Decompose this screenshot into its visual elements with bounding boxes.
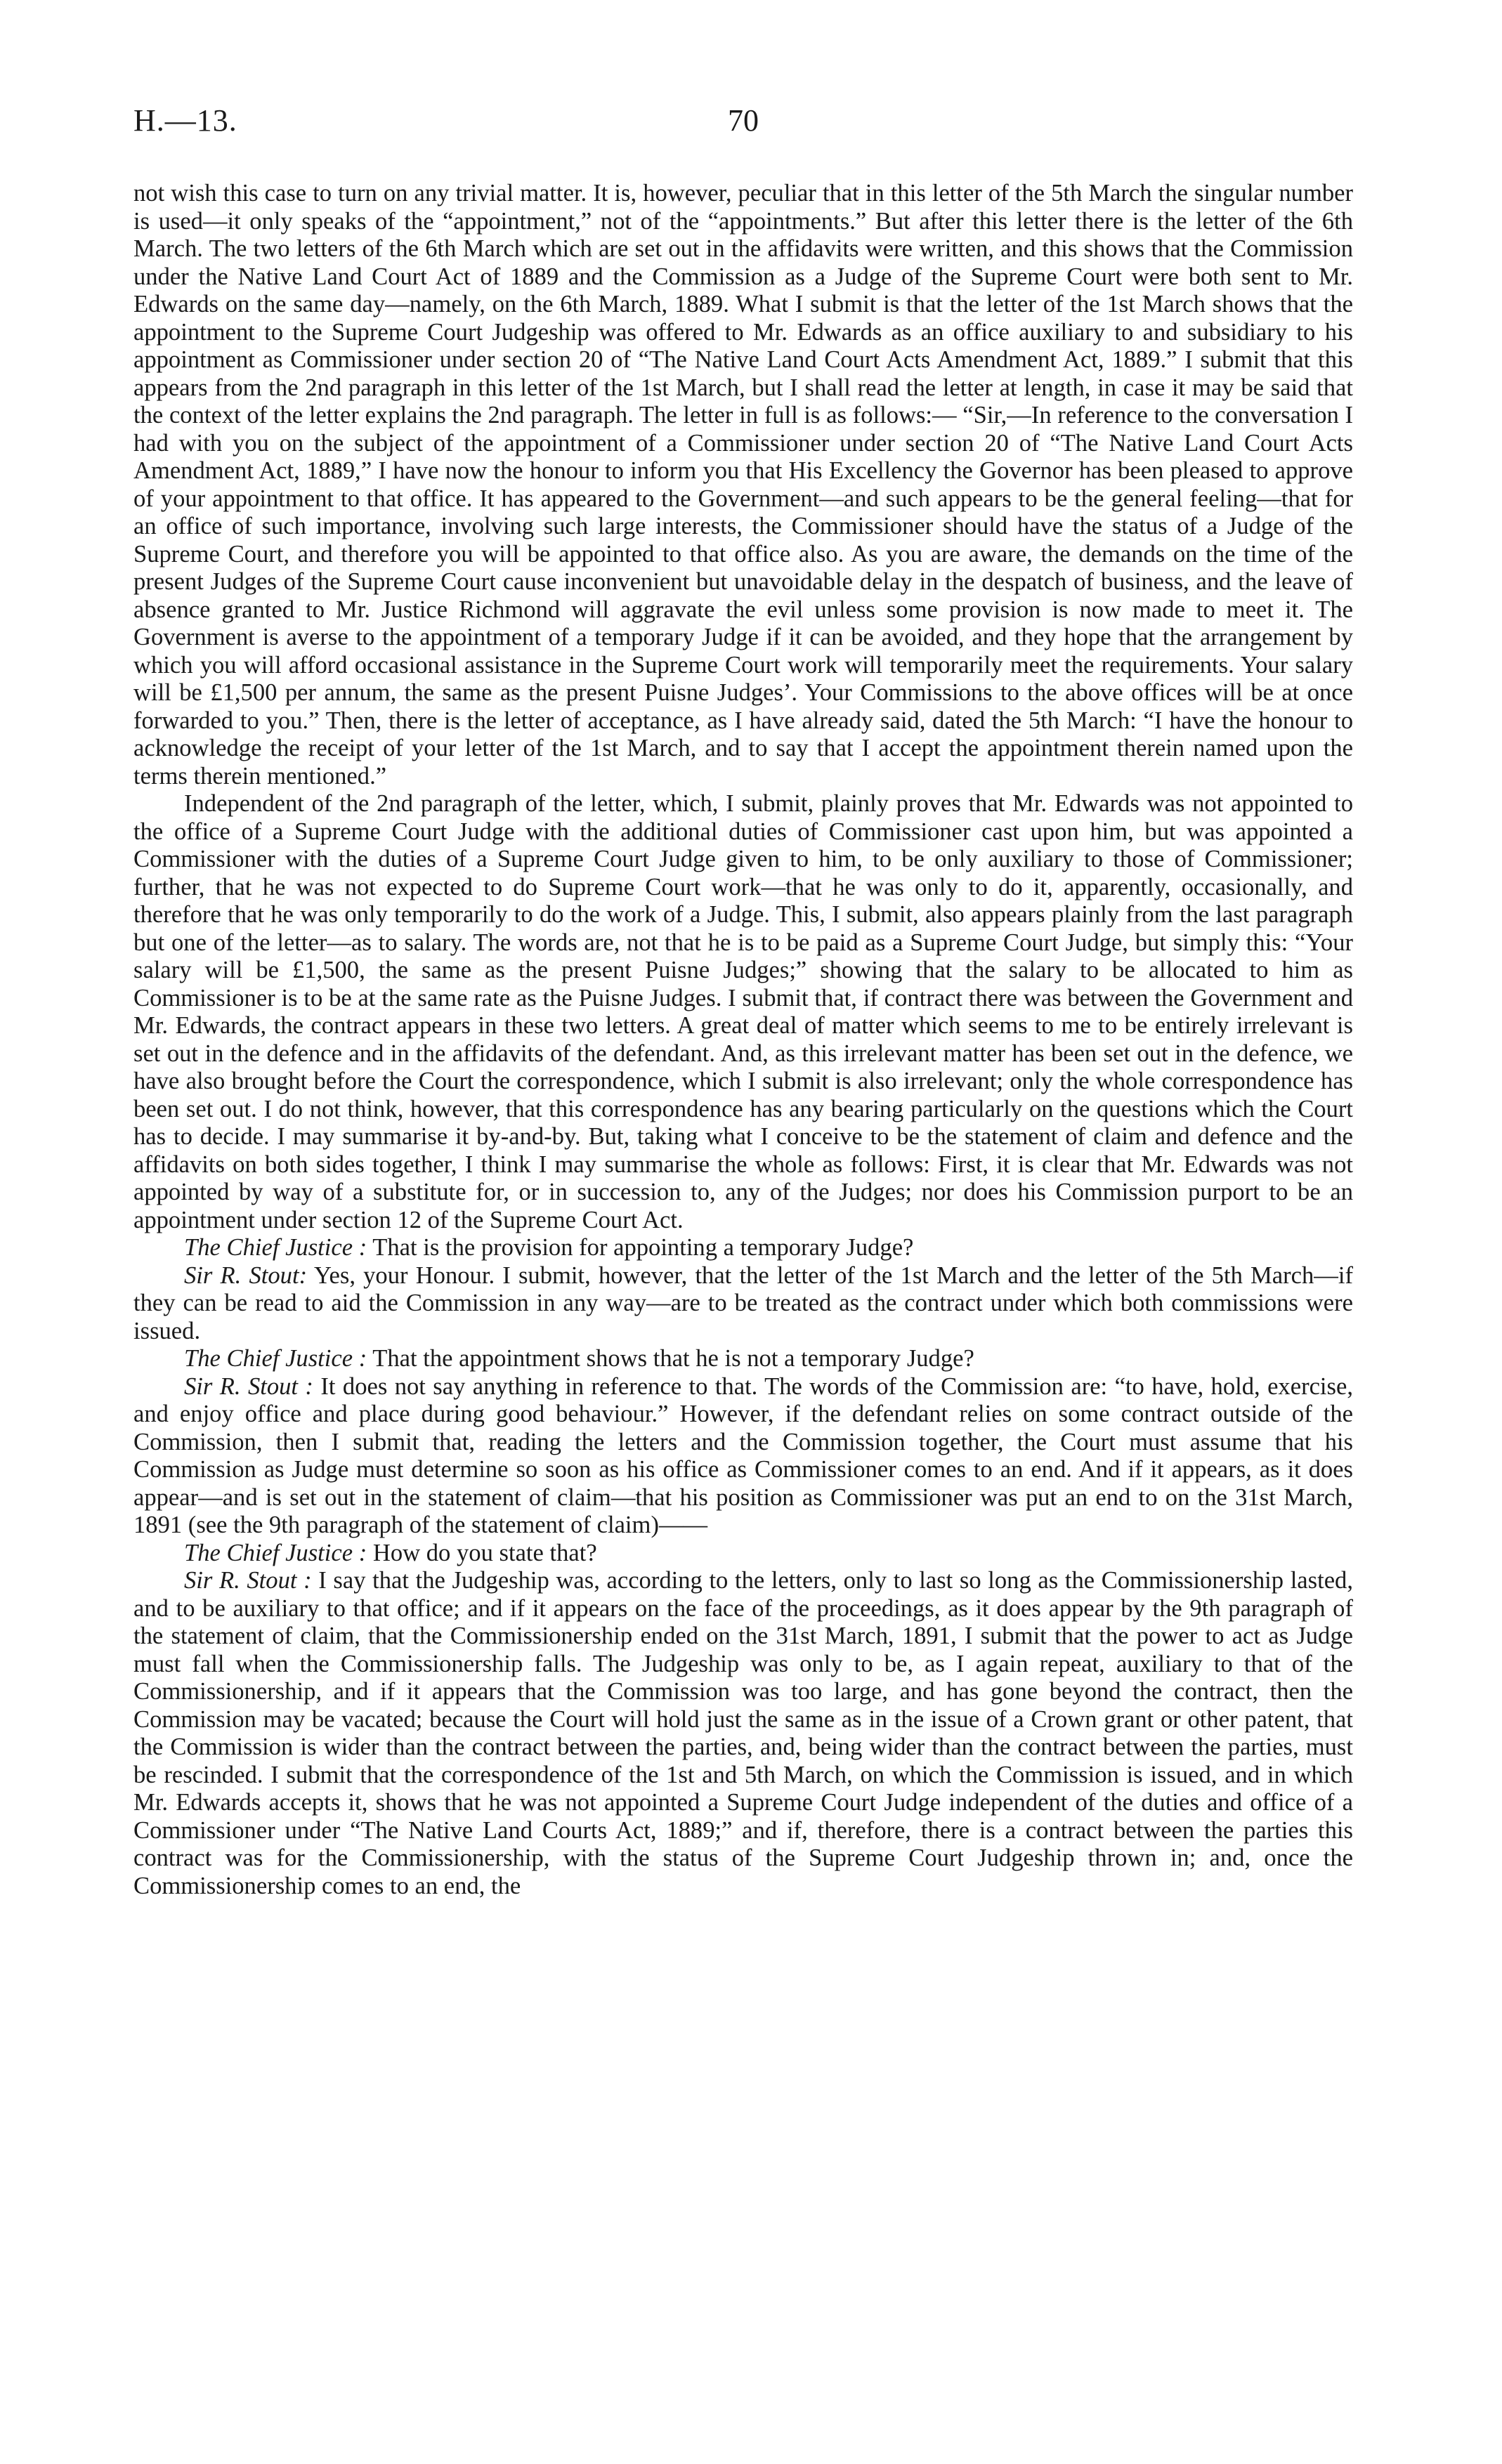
paragraph-text: That is the provision for appointing a temporary Judge? bbox=[372, 1234, 914, 1261]
paragraph-text: That the appointment shows that he is not a temporary Judge? bbox=[372, 1345, 974, 1372]
document-reference: H.—13. bbox=[133, 103, 237, 138]
dialogue-paragraph bbox=[133, 1345, 1353, 1373]
paragraph bbox=[133, 790, 1353, 1234]
dialogue-paragraph bbox=[133, 1540, 1353, 1568]
speaker-name: Sir R. Stout : bbox=[184, 1567, 312, 1594]
paragraph-text: How do you state that? bbox=[372, 1539, 597, 1566]
body-text bbox=[133, 180, 1353, 1900]
speaker-name: Sir R. Stout: bbox=[184, 1262, 308, 1289]
page-number: 70 bbox=[728, 103, 759, 138]
speaker-name: The Chief Justice : bbox=[184, 1345, 367, 1372]
paragraph bbox=[133, 180, 1353, 790]
paragraph-text: Independent of the 2nd paragraph of the letter, which, I submit, plainly proves that Mr. Edwards was not appointed to the office of a Supreme Court Judge with the additional duties of Commissioner cast upon him, but was appointed a Commissioner with the duties of a Supreme Court Judge given to him, to be only auxiliary to those of Commissioner; further, that he was not expected to do Supreme Court work—that he was only to do it, apparently, occasionally, and therefore that he was only temporarily to do the work of a Judge. This, I submit, also appears plainly from the last paragraph but one of the letter—as to salary. The words are, not that he is to be paid as a Supreme Court Judge, but simply this: “Your salary will be £1,500, the same as the present Puisne Judges;” showing that the salary to be allocated to him as Commissioner is to be at the same rate as the Puisne Judges. I submit that, if contract there was between the Government and Mr. Edwards, the contract appears in these two letters. A great deal of matter which seems to me to be entirely irrelevant is set out in the defence and in the affidavits of the defendant. And, as this irrelevant matter has been set out in the defence, we have also brought before the Court the correspondence, which I submit is also irrelevant; only the whole correspondence has been set out. I do not think, however, that this correspondence has any bearing particularly on the questions which the Court has to decide. I may summarise it by-and-by. But, taking what I conceive to be the statement of claim and defence and the affidavits on both sides together, I think I may summarise the whole as follows: First, it is clear that Mr. Edwards was not appointed by way of a substitute for, or in succession to, any of the Judges; nor does his Commission purport to be an appointment under section 12 of the Supreme Court Act. bbox=[133, 790, 1353, 1233]
speaker-name: The Chief Justice : bbox=[184, 1234, 367, 1261]
paragraph-text: It does not say anything in reference to that. The words of the Commission are: “to have, hold, exercise, and enjoy office and place during good behaviour.” However, if the defendant relies on some contract outside of the Commission, then I submit that, reading the letters and the Commission together, the Court must assume that his Commission as Judge must determine so soon as his office as Commissioner comes to an end. And if it appears, as it does appear—and is set out in the statement of claim—that his position as Commissioner was put an end to on the 31st March, 1891 (see the 9th paragraph of the statement of claim)—— bbox=[133, 1372, 1353, 1538]
paragraph-text: not wish this case to turn on any trivial matter. It is, however, peculiar that in this letter of the 5th March the singular number is used—it only speaks of the “appointment,” not of the “appointments.” But after this letter there is the letter of the 6th March. The two letters of the 6th March which are set out in the affidavits were written, and this shows that the Commission under the Native Land Court Act of 1889 and the Commission as a Judge of the Supreme Court were both sent to Mr. Edwards on the same day—namely, on the 6th March, 1889. What I submit is that the letter of the 1st March shows that the appointment to the Supreme Court Judgeship was offered to Mr. Edwards as an office auxiliary to and subsidiary to his appointment as Commissioner under section 20 of “The Native Land Court Acts Amendment Act, 1889.” I submit that this appears from the 2nd paragraph in this letter of the 1st March, but I shall read the letter at length, in case it may be said that the context of the letter explains the 2nd paragraph. The letter in full is as follows:— “Sir,—In reference to the conversation I had with you on the subject of the appointment of a Commissioner under section 20 of “The Native Land Court Acts Amendment Act, 1889,” I have now the honour to inform you that His Excellency the Governor has been pleased to approve of your appointment to that office. It has appeared to the Government—and such appears to be the general feeling—that for an office of such importance, involving such large interests, the Commissioner should have the status of a Judge of the Supreme Court, and therefore you will be appointed to that office also. As you are aware, the demands on the time of the present Judges of the Supreme Court cause inconvenient but unavoidable delay in the despatch of business, and the leave of absence granted to Mr. Justice Richmond will aggravate the evil unless some provision is now made to meet it. The Government is averse to the appointment of a temporary Judge if it can be avoided, and they hope that the arrangement by which you will afford occasional assistance in the Supreme Court work will temporarily meet the requirements. Your salary will be £1,500 per annum, the same as the present Puisne Judges’. Your Commissions to the above offices will be at once forwarded to you.” Then, there is the letter of acceptance, as I have already said, dated the 5th March: “I have the honour to acknowledge the receipt of your letter of the 1st March, and to say that I accept the appointment therein named upon the terms therein mentioned.” bbox=[133, 180, 1353, 789]
dialogue-paragraph bbox=[133, 1373, 1353, 1540]
dialogue-paragraph bbox=[133, 1567, 1353, 1900]
page-header bbox=[133, 103, 1353, 145]
paragraph-text: I say that the Judgeship was, according to the letters, only to last so long as the Commissionership lasted, and to be auxiliary to that office; and if it appears on the face of the proceedings, as it does appear by the 9th paragraph of the statement of claim, that the Commissionership ended on the 31st March, 1891, I submit that the power to act as Judge must fall when the Commissionership falls. The Judgeship was only to be, as I again repeat, auxiliary to that of the Commissionership, and if it appears that the Commission was too large, and has gone beyond the contract, then the Commission may be vacated; because the Court will hold just the same as in the issue of a Crown grant or other patent, that the Commission is wider than the contract between the parties, and, being wider than the contract between the parties, must be rescinded. I submit that the correspondence of the 1st and 5th March, on which the Commission is issued, and in which Mr. Edwards accepts it, shows that he was not appointed a Supreme Court Judge independent of the duties and office of a Commissioner under “The Native Land Courts Act, 1889;” and if, therefore, there is a contract between the parties this contract was for the Commissionership, with the status of the Supreme Court Judgeship thrown in; and, once the Commissionership comes to an end, the bbox=[133, 1567, 1353, 1899]
paragraph-text: Yes, your Honour. I submit, however, that the letter of the 1st March and the letter of the 5th March—if they can be read to aid the Commission in any way—are to be treated as the contract under which both commissions were issued. bbox=[133, 1262, 1353, 1344]
speaker-name: The Chief Justice : bbox=[184, 1539, 367, 1566]
dialogue-paragraph bbox=[133, 1234, 1353, 1262]
speaker-name: Sir R. Stout : bbox=[184, 1372, 313, 1400]
dialogue-paragraph bbox=[133, 1262, 1353, 1346]
